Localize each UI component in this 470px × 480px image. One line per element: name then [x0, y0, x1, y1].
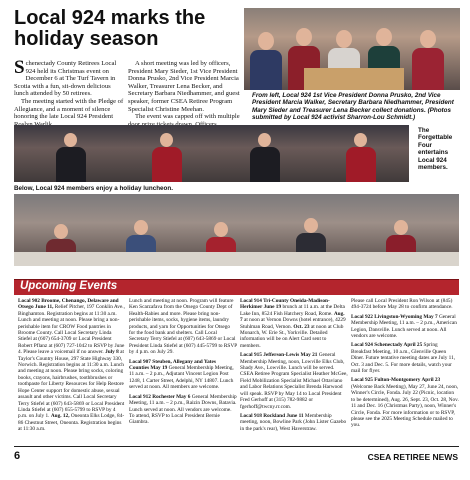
event-item — [351, 298, 459, 311]
person-head — [64, 133, 77, 147]
banquet-table — [14, 252, 459, 266]
article-paragraph: The event was capped off with multiple — [135, 113, 240, 121]
article-headline: Local 924 marks the holiday season — [14, 7, 206, 50]
event-item — [18, 298, 126, 433]
event-item — [240, 352, 348, 410]
person-head — [214, 222, 228, 237]
photo-holiday-luncheon — [14, 194, 459, 266]
article-paragraph: The meeting started with the Pledge of Allegiance, and a moment of silence honoring the late Local 924 President — [14, 97, 124, 121]
person-body — [152, 147, 182, 182]
person-head — [134, 220, 148, 235]
event-item — [129, 394, 237, 426]
photo-forgettable-four — [14, 125, 409, 182]
person-head — [394, 220, 408, 235]
person-body — [412, 48, 444, 90]
photo-caption: Below, Local 924 members enjoy a holiday luncheon. — [14, 185, 173, 192]
event-text: at Taylor's Country House, 297 State Highway 330, Norwich. Registration begins at 11:30 a.m. Lunch and meeting at noon. Please bring socks, coloring books, crayons, hairbrushes, toothbrushes or toothpaste for Liberty Resources for Help Restore Hope Center support for domestic abuse, sexual assault and other victims. Call Local Secretary Terry Stiefel at (607) 643-5869 or Local President Linda Stiefel at (607) 655-5799 to RSVP by 4 p.m. on July 1. — [18, 349, 125, 420]
person-head — [420, 30, 436, 48]
footer-divider — [14, 446, 459, 447]
event-text: General Membership Meeting, 11 a.m. – 2 p.m., American Legion, Dansville. Lunch served at noon. All vendors are welcome. — [351, 313, 457, 340]
person-head — [54, 224, 68, 239]
event-text: Oneonta Elks Lodge, 84-86 Chestnut Street, Oneonta. Registration begins at 11:30 a.m. — [18, 413, 125, 433]
event-text: Spring Breakfast Meeting, 10 a.m., Glenville Queen Diner. Future tentative meeting dates are July 11, Oct. 3 and Dec. 5. For more details, watch your mail for flyer. — [351, 342, 456, 375]
donation-table — [304, 68, 404, 90]
events-column-3 — [240, 298, 348, 435]
event-heading: Local 925 Fulton-Montgomery April 23 — [351, 377, 441, 384]
event-heading: Local 924 Schenectady April 25 — [351, 342, 423, 349]
event-item — [129, 298, 237, 356]
photo-caption: From left, Local 924 1st Vice President Donna Prusko, 2nd Vice President Marcia Walker, Secretary Barbara Niedhammer, President Mary Sieder and Treasurer Lena Becker collect donations. (Photos submitted by Local 924 activist Sharron-Lou Schmidt.) — [252, 92, 454, 122]
person-head — [354, 133, 367, 147]
drop-cap: S — [14, 57, 25, 78]
person-body — [250, 147, 280, 182]
event-text: (Welcome Back Meeting), May 27, June 24, noon, Winner's Circle, Fonda. July 22 (Picnic, location to be determined), Aug. 26, Sept. 23, Oct. 28, Nov. 11 and Dec. 16 (Christmas Party), noon, Winner's Circle, Fonda. For more information or to RSVP, please see the 2025 Meeting Schedule mailed to you. — [351, 383, 459, 429]
person-body — [346, 147, 376, 182]
person-head — [296, 28, 312, 46]
events-column-2 — [129, 298, 237, 429]
event-item — [351, 342, 459, 374]
page-number: 6 — [14, 450, 21, 462]
event-heading: Oct. 23 — [293, 323, 310, 330]
event-item — [129, 359, 237, 391]
event-heading: Local 915 Jefferson-Lewis May 21 — [240, 352, 318, 359]
photo-caption: The Forgettable Four entertains Local 924 members. — [418, 127, 453, 172]
event-heading: Local 922 Livingston-Wyoming May 7 — [351, 313, 438, 320]
person-head — [376, 28, 392, 46]
person-head — [258, 32, 274, 50]
event-text: at noon at Vernon Downs (hotel entrance), 4229 Stuhlman Road, Vernon. — [240, 317, 346, 330]
person-body — [250, 50, 282, 90]
article-paragraph: A short meeting was led by officers, President Mary Sieder, 1st Vice President Donna Prusko, 2nd Vice President Marcia Walker, Treasurer Lena Becker, and Secretary Barbara Niedhammer, and guest speaker, former CSEA Retiree Program Specialist Christine Meehan. — [128, 60, 240, 113]
event-item — [351, 377, 459, 428]
event-item — [351, 314, 459, 340]
event-heading: Local 918 Rockland June 11 — [240, 412, 304, 419]
publication-name: CSEA RETIREE NEWS — [367, 452, 458, 462]
event-heading: July 8 — [105, 349, 119, 356]
event-text: Relief Pitcher, 197 Conklin Ave., Binghamton. Registration begins at 11:30 a.m. Lunch and meeting at noon. Please bring a non-perishable item for CROW Food pantries in Broome County. Call Local Secretary Linda Stiefel at (607) 654-3709 or Local President Robert Pflanz at (607) 727-1042 to RSVP by June 4. Please leave a voicemail if no answer. — [18, 304, 125, 356]
events-title: Upcoming Events — [20, 280, 118, 292]
person-head — [258, 133, 271, 147]
event-text: brunch at 11 a.m. at the Delta Lake Inn, 8524 Fish Hatchery Road, Rome. — [240, 304, 345, 317]
article-paragraph — [14, 57, 124, 98]
event-heading: Local 907 Steuben, Allegany and Yates Counties May 19 — [129, 358, 216, 372]
event-text: General Membership Meeting, 11 a.m. – 2 p.m., Raizin Downs, Batavia. Lunch served at noon. All vendors are welcome. To attend, RSVP to Local President Bernie Giambra. — [129, 393, 237, 426]
person-body — [56, 147, 86, 182]
article-paragraph-text: chenectady County Retirees Local 924 held its Christmas event on December 6 at The Turf Tavern in Scotia with a fun, sit-down delicious lunch attended by 50 retirees. — [14, 60, 117, 98]
person-head — [160, 133, 173, 147]
event-text: General Membership Meeting, noon, Lowville Elks Club, Shady Ave., Lowville. Lunch will be served. CSEA Retiree Program Specialist Heather McGee, Field Mobilization Specialist Michael Ottaviano and Labor Relations Specialist Brenda Harwood will speak. RSVP by May 14 to Local President Fred Gerhoff at (315) 782-9882 or fgerhoff@twcny.rr.com. — [240, 352, 348, 410]
person-head — [336, 30, 352, 48]
event-heading: Aug. 12, — [50, 413, 70, 420]
event-text: Lunch and meeting at noon. Program will feature Ken Scarzafava from the Otsego County Dept of Health-Rabies and more. Please bring non-perishable items, socks, hygiene items, laundry products, and yarn for Opportunities for Otsego for the food bank and shelters. Call Local Secretary Terry Stiefel at (607) 643-5869 or Local President Linda Stiefel at (607) 445-5799 to RSVP by 4 p.m. on July 29. — [129, 298, 237, 356]
event-heading: Local 902 Broome, Chenango, Delaware and Otsego June 11, — [18, 298, 119, 311]
event-heading: Local 912 Rochester May 6 — [129, 393, 191, 400]
event-text: at noon at Club Monarch, W. Erie St., Yorkville. Detailed information will be on Alert Card sent to members. — [240, 323, 344, 349]
event-item — [240, 298, 348, 349]
event-text: Please call Local President Ron Wilson at (845) 494-3724 before May 28 to confirm attendance. — [351, 298, 453, 311]
events-column-1 — [18, 298, 126, 436]
photo-officers-donations — [244, 8, 460, 90]
event-item — [240, 413, 348, 432]
event-heading: Local 914 Tri-County Oneida-Madison-Herkimer June 19 — [240, 298, 330, 311]
event-heading: Aug. 7 — [240, 310, 345, 324]
events-column-4 — [351, 298, 459, 432]
person-head — [304, 218, 318, 233]
event-text: Membership meeting, noon, Bowline Park (John Lister Gazebo in the park's rear), West Haverstraw. — [240, 412, 347, 432]
event-text: General Membership Meeting, 11 a.m. – 2 p.m., Adjutant Vincent Legion Post 1248, 1 Carter Street, Adelphi, NY 14807. Lunch served at noon. All members are welcome. — [129, 365, 234, 391]
